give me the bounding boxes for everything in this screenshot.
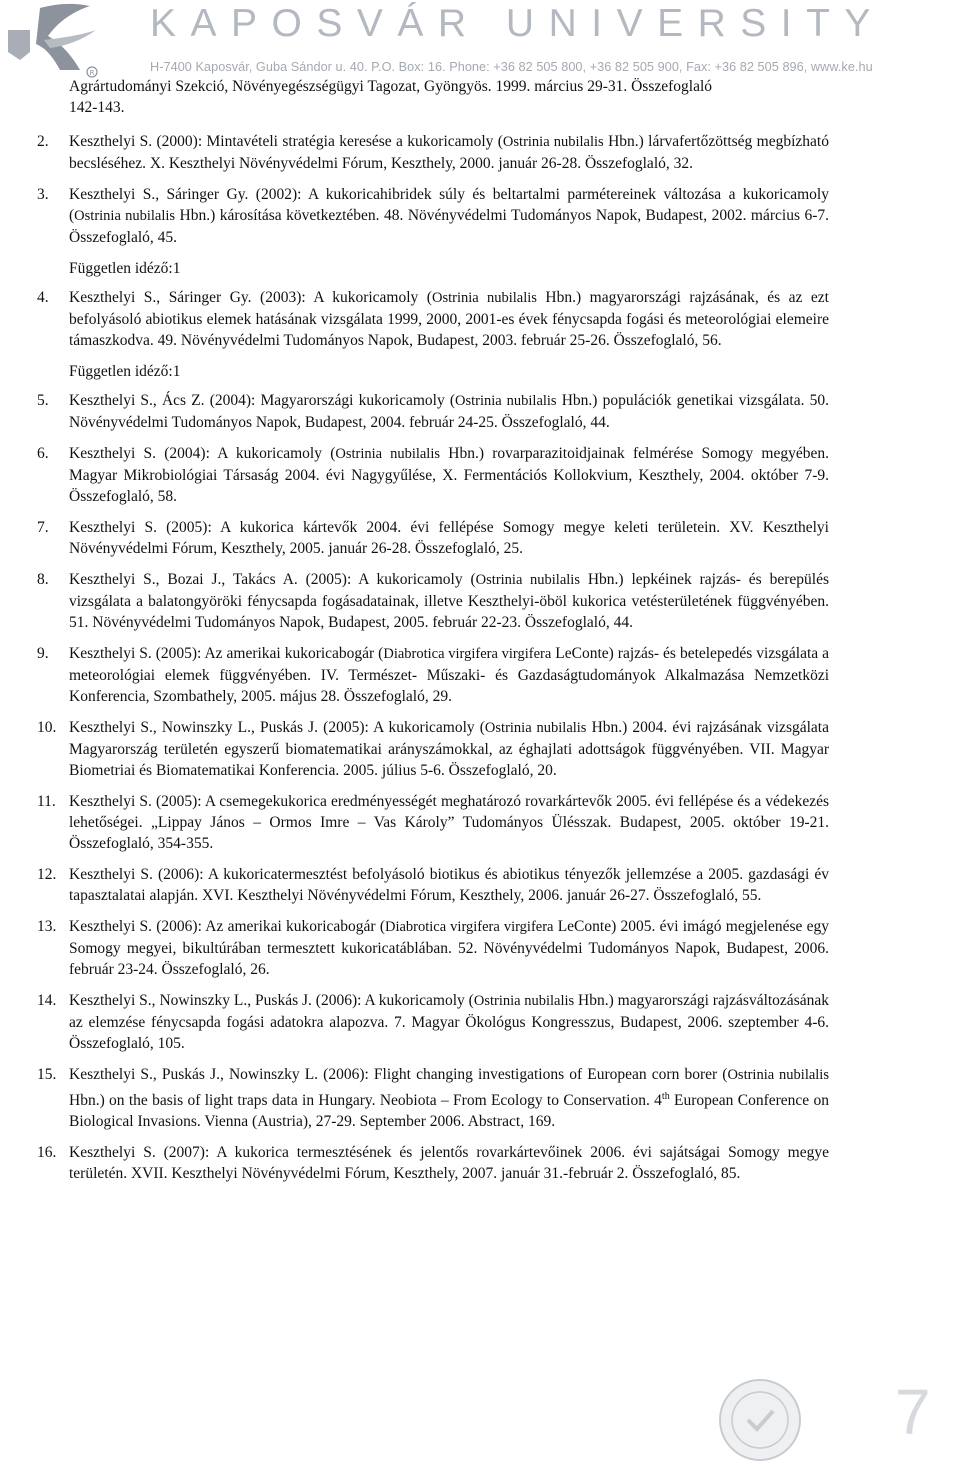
intro-line: Agrártudományi Szekció, Növényegészségügyi Tagozat, Gyöngyös. 1999. március 29-31. Összefoglaló <box>69 78 713 95</box>
publication-text: Keszthelyi S. (2004): A kukoricamoly (Ostrinia nubilalis Hbn.) rovarparazitoidjainak felmérése Somogy megyében. Magyar Mikrobiológiai Társaság 2004. évi Nagygyűlése, X. Fermentációs Kollokvium, Keszthely, 2004. október 7-9. Összefoglaló, 58. <box>69 445 829 505</box>
publication-number: 3. <box>37 186 49 203</box>
university-name: KAPOSVÁR UNIVERSITY <box>150 2 885 45</box>
publication-number: 6. <box>37 445 49 462</box>
publication-number: 2. <box>37 133 49 150</box>
publication-number: 15. <box>37 1066 57 1083</box>
publication-entry <box>37 990 829 1054</box>
publication-entry <box>37 287 829 351</box>
publication-entry <box>37 717 829 781</box>
publication-number: 8. <box>37 571 49 588</box>
publication-text: Keszthelyi S. (2006): A kukoricatermesztést befolyásoló biotikus és abiotikus tényezők jellemzése a 2005. gazdasági év tapasztalatai alapján. XVI. Keszthelyi Növényvédelmi Fórum, Keszthely, 2006. január 26-27. Összefoglaló, 55. <box>69 866 829 904</box>
publication-entry <box>37 1142 829 1184</box>
publication-text: Keszthelyi S. (2007): A kukorica termesztésének és jelentős rovarkártevőinek 2006. évi sajátságai Somogy megye területén. XVII. Keszthelyi Növényvédelmi Fórum, Keszthely, 2007. január 31.-február 2. Összefoglaló, 85. <box>69 1144 829 1183</box>
publication-number: 11. <box>37 793 56 810</box>
publication-text: Keszthelyi S., Puskás J., Nowinszky L. (2006): Flight changing investigations of European corn borer (Ostrinia nubilalis Hbn.) on the basis of light traps data in Hungary. Neobiota – From Ecology to Conservation. 4th European Conference on Biological Invasions. Vienna (Austria), 27-29. September 2006. Abstract, 169. <box>69 1066 829 1131</box>
publication-number: 9. <box>37 645 49 662</box>
publication-list <box>37 76 830 1194</box>
independent-citations: Független idéző:1 <box>69 260 181 277</box>
publication-text: Keszthelyi S. (2005): Az amerikai kukoricabogár (Diabrotica virgifera virgifera LeConte) rajzás- és betelepedés vizsgálata a meteorológiai elemek függvényében. IV. Természet- Műszaki- és Gazdaságtudományok Alkalmazása Nemzetközi Konferencia, Szombathely, 2005. május 28. Összefoglaló, 29. <box>69 645 830 705</box>
quality-seal-icon <box>715 1375 805 1465</box>
publication-text: Keszthelyi S. (2006): Az amerikai kukoricabogár (Diabrotica virgifera virgifera LeConte) 2005. évi imágó megjelenése egy Somogy megyei, bikultúrában termesztett kukoricatáblában. 52. Növényvédelmi Tudományos Napok, Budapest, 2006. február 23-24. Összefoglaló, 26. <box>69 918 829 978</box>
publication-text: Keszthelyi S., Nowinszky L., Puskás J. (2006): A kukoricamoly (Ostrinia nubilalis Hbn.) magyarországi rajzásváltozásának az elemzése fénycsapda fogási adatokra alapozva. 7. Magyar Ökológus Kongresszus, Budapest, 2006. szeptember 4-6. Összefoglaló, 105. <box>69 992 829 1052</box>
publication-number: 14. <box>37 992 57 1009</box>
publication-number: 12. <box>37 866 57 883</box>
publication-entry <box>37 864 829 906</box>
publication-text: Keszthelyi S. (2005): A csemegekukorica eredményességét meghatározó rovarkártevők 2005. évi fellépése és a védekezés lehetőségei. „Lippay János – Ormos Imre – Vas Károly” Tudományos Ülésszak. Budapest, 2005. október 19-21. Összefoglaló, 354-355. <box>69 793 829 852</box>
page-number: 7 <box>895 1376 931 1448</box>
publication-number: 7. <box>37 519 49 536</box>
publication-text: Keszthelyi S., Sáringer Gy. (2002): A kukoricahibridek súly és beltartalmi parmétereinek változása a kukoricamoly (Ostrinia nubilalis Hbn.) károsítása következtében. 48. Növényvédelmi Tudományos Napok, Budapest, 2002. március 6-7. Összefoglaló, 45. <box>69 186 829 246</box>
publication-entry <box>37 443 829 507</box>
publication-number: 5. <box>37 392 49 409</box>
publication-text: Keszthelyi S., Bozai J., Takács A. (2005): A kukoricamoly (Ostrinia nubilalis Hbn.) lepkéinek rajzás- és berepülés vizsgálata a balatongyöröki fénycsapda fogásadatainak, illetve Keszthelyi-öböl kukorica vetésterületének függvényében. 51. Növényvédelmi Tudományos Napok, Budapest, 2005. február 22-23. Összefoglaló, 44. <box>69 571 829 631</box>
publication-entry <box>37 916 829 980</box>
svg-text:R: R <box>89 69 95 77</box>
publication-number: 13. <box>37 918 57 935</box>
publication-number: 10. <box>37 719 57 736</box>
publication-entry <box>37 643 830 707</box>
publication-text: Keszthelyi S., Nowinszky L., Puskás J. (2005): A kukoricamoly (Ostrinia nubilalis Hbn.) 2004. évi rajzásának vizsgálata Magyarország területén egyszerű biomatematikai arányszámokkal, az éghajlati adottságok függvényében. VII. Magyar Biometriai és Biomatematikai Konferencia. 2005. július 5-6. Összefoglaló, 20. <box>69 719 829 779</box>
publication-text: Keszthelyi S., Ács Z. (2004): Magyarországi kukoricamoly (Ostrinia nubilalis Hbn.) populációk genetikai vizsgálata. 50. Növényvédelmi Tudományos Napok, Budapest, 2004. február 24-25. Összefoglaló, 44. <box>69 392 829 431</box>
publication-number: 16. <box>37 1144 57 1162</box>
publication-number: 4. <box>37 289 49 306</box>
publication-entry <box>37 131 829 174</box>
publication-text: Keszthelyi S. (2005): A kukorica kártevők 2004. évi fellépése Somogy megye keleti területein. XV. Keszthelyi Növényvédelmi Fórum, Keszthely, 2005. január 26-28. Összefoglaló, 25. <box>69 519 829 557</box>
publication-entry <box>37 1064 829 1132</box>
publication-text: Keszthelyi S. (2000): Mintavételi stratégia keresése a kukoricamoly (Ostrinia nubilalis Hbn.) lárvafertőzöttség megbízható becsléséhez. X. Keszthelyi Növényvédelmi Fórum, Keszthely, 2000. január 26-28. Összefoglaló, 32. <box>69 133 829 172</box>
publication-entry <box>37 569 829 633</box>
publication-entry <box>37 390 829 433</box>
intro-line: 142-143. <box>69 99 125 116</box>
publication-entry <box>37 184 829 248</box>
publication-text: Keszthelyi S., Sáringer Gy. (2003): A kukoricamoly (Ostrinia nubilalis Hbn.) magyarországi rajzásának, és az ezt befolyásoló abiotikus elemek hatásának vizsgálata 1999, 2000, 2001-es évek fénycsapda fogási és meteorológiai elemeire támaszkodva. 49. Növényvédelmi Tudományos Napok, Budapest, 2003. február 25-26. Összefoglaló, 56. <box>69 289 829 349</box>
university-address: H-7400 Kaposvár, Guba Sándor u. 40. P.O. Box: 16. Phone: +36 82 505 800, +36 82 505 900, Fax: +36 82 505 896, www.ke.hu <box>150 60 873 74</box>
publication-entry <box>37 517 829 559</box>
continued-entry <box>69 76 829 118</box>
publication-entry <box>37 791 829 854</box>
independent-citations: Független idéző:1 <box>69 363 181 380</box>
